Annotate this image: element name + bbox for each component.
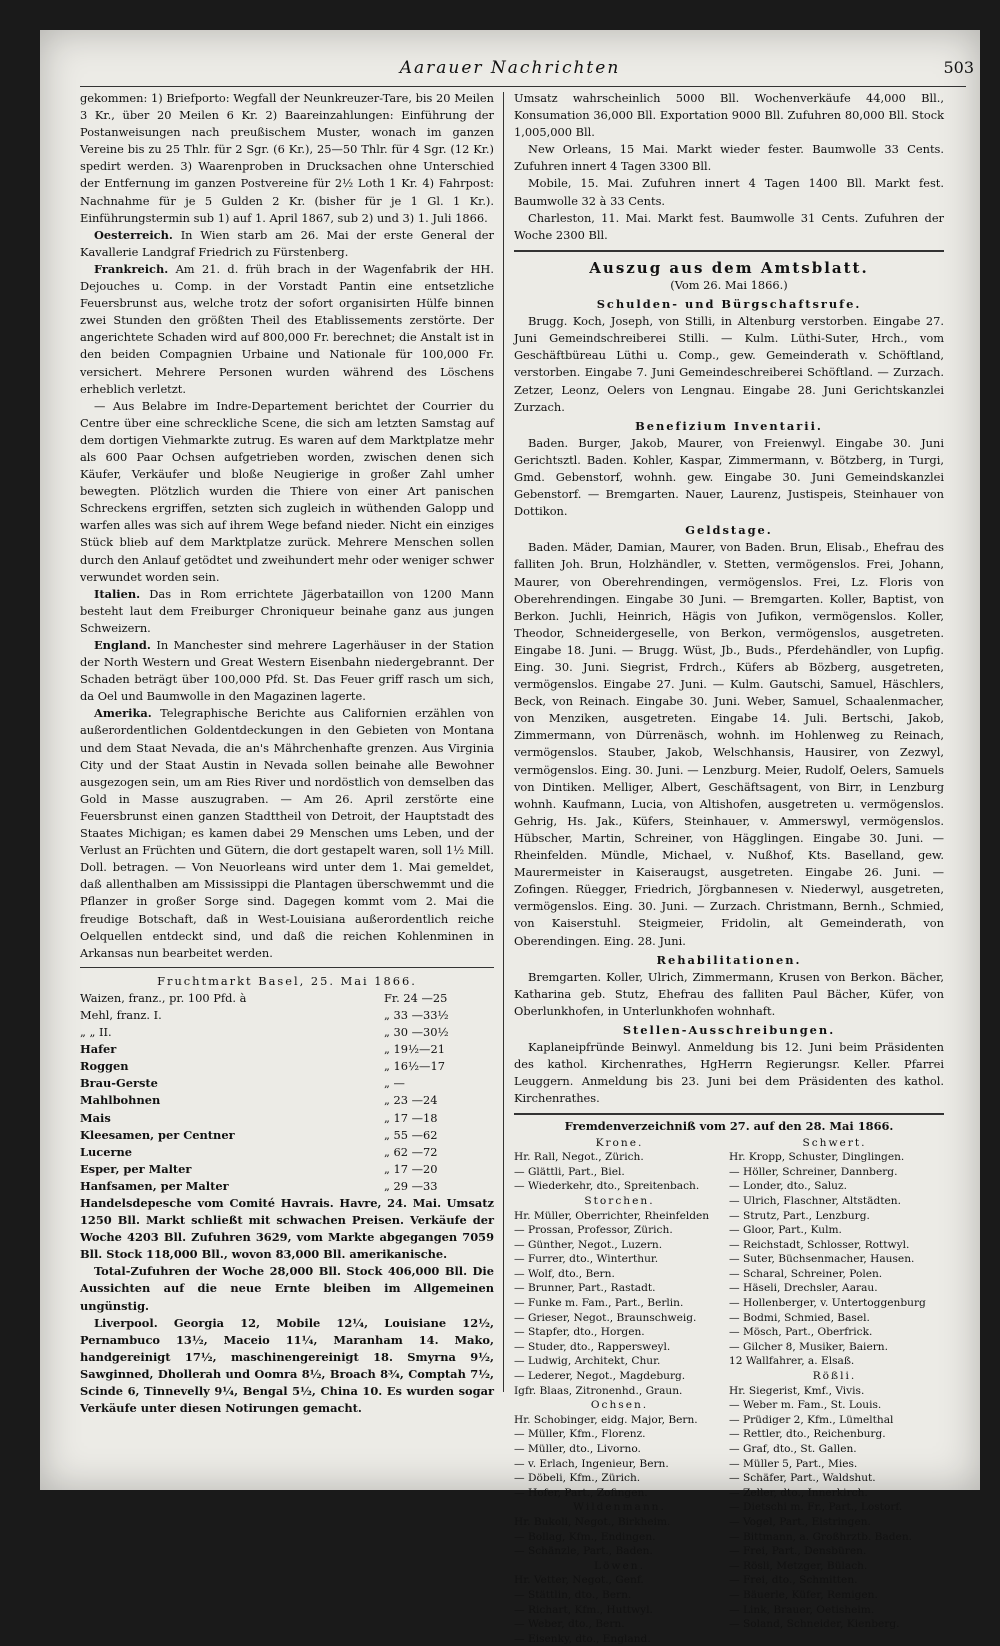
stellen-text: Kaplaneipfründe Beinwyl. Anmeldung bis 12. Juni beim Präsidenten des kathol. Kirchenrathes, HgHerrn Regierungsr. Keller. Pfarrei Leuggern. Anmeldung bis 23. Juni bei dem Präsidenten des kathol. Kirchenrathes. <box>514 1040 944 1106</box>
guest-entry: Hr. Schobinger, eidg. Major, Bern. <box>514 1413 698 1426</box>
belabre-article: — Aus Belabre im Indre-Departement berichtet der Courrier du Centre über eine schreckliche Scene, die sich am letzten Samstag auf dem dortigen Viehmarkte zutrug. Es waren auf dem Marktplatze mehr als 600 Paar Ochsen aufgetrieben worden, zwischen denen sich Käufer, Verkäufer und bloße Neugierige in großer Zahl umher bewegten. Plötzlich wurden die Thiere von einer Art panischen Schreckens ergriffen, setzten sich zugleich in wüthenden Galopp und warfen alles was sich auf ihrem Wege befand nieder. Nicht ein einziges Stück blieb auf dem Marktplatze zurück. Mehrere Menschen sollen durch den Anlauf getödtet und zweihundert mehr oder weniger schwer verwundet worden sein. <box>80 398 494 584</box>
price-value: Fr. 24 —25 <box>384 990 448 1005</box>
price-value: „ 55 —62 <box>384 1127 438 1142</box>
frankreich-article <box>80 261 494 398</box>
guest-entry: — Soland, Schneider, Kienberg. <box>729 1618 900 1631</box>
price-value: „ 29 —33 <box>384 1178 438 1193</box>
price-value: „ 33 —33½ <box>384 1007 449 1022</box>
price-row <box>80 1092 494 1109</box>
geldstage-text: Baden. Mäder, Damian, Maurer, von Baden. Brun, Elisab., Ehefrau des falliten Joh. Brun, Holzhändler, v. Stetten, vermögenslos. Frei, Johann, Maurer, von Oberehrendingen, vermögenslos. Frei, Lz. Floris von Oberehrendingen. Eingabe 30 Juni. — Bremgarten. Koller, Baptist, von Berkon. Juchli, Heinrich, Hägis von Jufikon, vermögenslos. Koller, Theodor, Schneidergeselle, von Berkon, vermögenslos, ausgetreten. Eingabe 18. Juni. — Brugg. Wüst, Jb., Buds., Pferdehändler, von Lupfig. Eing. 30. Juni. Siegrist, Frdrch., Küfers ab Bözberg, ausgetreten, vermögenslos. Eingabe 27. Juni. — Kulm. Gautschi, Samuel, Häschlers, Beck, von Reinach. Eingabe 30. Juni. Weber, Samuel, Schaalenmacher, von Menziken, ausgetreten. Eingabe 14. Juli. Bertschi, Jakob, Zimmermann, von Dürrenäsch, wohnh. im Hohlenweg zu Reinach, vermögenslos. Stauber, Jakob, Welschhansis, Hausirer, von Zezwyl, vermögenslos. Eing. 30. Juni. — Lenzburg. Meier, Rudolf, Oelers, Samuels von Dintiken. Melliger, Albert, Geschäftsagent, von Birr, in Lenzburg wohnh. Kaufmann, Lucia, von Altishofen, ausgetreten u. vermögenslos. Gehrig, Hs. Jak., Küfers, Steinhauer, v. Ammerswyl, vermögenslos. Hübscher, Martin, Schreiner, von Hägglingen. Eingabe 30. Juni. — Rheinfelden. Mündle, Michael, v. Nußhof, Kts. Baselland, gew. Maurermeister in Kaiseraugst, ausgetreten. Eingabe 26. Juni. — Zofingen. Rüegger, Friedrich, Jörgbannesen v. Niederwyl, ausgetreten, vermögenslos. Eing. 30. Juni. — Zurzach. Christmann, Bernh., Schmied, von Kaiserstuhl. Steigmeier, Fridolin, alt Gemeinderath, von Oberendingen. Eing. 28. Juni. <box>514 540 944 948</box>
havre-head: Handelsdepesche vom Comité Havrais. Havre, 24. Mai. <box>80 1196 442 1210</box>
price-row <box>80 1144 494 1161</box>
guest-entry: — Stättlin, dto., Bern. <box>514 1588 632 1601</box>
guest-entry: — Bäuerle, Küfer, Remigen. <box>729 1588 878 1601</box>
hotel-name: Rößli. <box>812 1370 857 1383</box>
italien-head: Italien. <box>94 586 141 601</box>
guest-entry: Hr. Rall, Negot., Zürich. <box>514 1151 644 1164</box>
page-number: 503 <box>943 58 974 77</box>
guest-entry: — Ulrich, Flaschner, Altstädten. <box>729 1194 901 1207</box>
price-label: Hafer <box>80 1042 117 1057</box>
mobile-report: Mobile, 15. Mai. Zufuhren innert 4 Tagen 1400 Bll. Markt fest. Baumwolle 32 à 33 Cents. <box>514 176 944 208</box>
guest-entry: — Frei, Part., Densbüren. <box>729 1545 867 1558</box>
italien-article <box>80 586 494 637</box>
hotel-name: Ochsen. <box>590 1399 649 1412</box>
right-column <box>514 90 944 1645</box>
guest-entry: — Bollag, Kfm., Endingen. <box>514 1530 656 1543</box>
guest-entry: — Gloor, Part., Kulm. <box>729 1224 842 1237</box>
guest-entry: — Grieser, Negot., Braunschweig. <box>514 1311 697 1324</box>
price-label: Mais <box>80 1110 111 1125</box>
guest-entry: — Ludwig, Architekt, Chur. <box>514 1355 661 1368</box>
hotel-name: Wildenmann. <box>573 1501 666 1514</box>
guest-entry: — Müller, Kfm., Florenz. <box>514 1428 646 1441</box>
price-label: Mehl, franz. I. <box>80 1007 162 1022</box>
guest-entry: — Schäfer, Part., Waldshut. <box>729 1472 876 1485</box>
price-row <box>80 1127 494 1144</box>
column-divider <box>503 92 504 1392</box>
guest-entry: — Dietschi m. Fr., Part., Lostorf. <box>729 1501 903 1514</box>
guest-entry: — Prossan, Professor, Zürich. <box>514 1224 673 1237</box>
price-label: Kleesamen, per Centner <box>80 1127 235 1142</box>
price-row <box>80 1041 494 1058</box>
guest-column-right <box>729 1136 944 1646</box>
price-table <box>80 990 494 1195</box>
price-row <box>80 1178 494 1195</box>
price-row <box>80 990 494 1007</box>
fremden-title: Fremdenverzeichniß vom 27. auf den 28. Mai 1866. <box>564 1119 894 1134</box>
price-label: Esper, per Malter <box>80 1161 192 1176</box>
price-label: Roggen <box>80 1059 129 1074</box>
newspaper-page <box>40 30 980 1645</box>
guest-entry: — Hofer, Part., Zofingen. <box>514 1486 648 1499</box>
price-value: „ 62 —72 <box>384 1144 438 1159</box>
section-rule <box>80 967 494 968</box>
guest-entry: — v. Erlach, Ingenieur, Bern. <box>514 1457 669 1470</box>
amerika-article <box>80 705 494 961</box>
price-value: „ 19½—21 <box>384 1042 445 1057</box>
guest-list <box>514 1136 944 1646</box>
neworleans-report: New Orleans, 15 Mai. Markt wieder fester. Baumwolle 33 Cents. Zufuhren innert 4 Tagen 3300 Bll. <box>514 142 944 174</box>
guest-entry: — Wiederkehr, dto., Spreitenbach. <box>514 1180 700 1193</box>
schulden-text: Brugg. Koch, Joseph, von Stilli, in Altenburg verstorben. Eingabe 27. Juni Gemeindschreiberei Stilli. — Kulm. Lüthi-Suter, Hrch., vom Geschäftbüreau Lüthi u. Comp., gew. Gemeinderath v. Schöftland, verstorben. Eingabe 7. Juni Gemeindeschreiberei Schöftland. — Zurzach. Zetzer, Leonz, Oelers von Lengnau. Eingabe 28. Juni Gerichtskanzlei Zurzach. <box>514 314 944 414</box>
guest-entry: — Richart, Kfm., Huttwyl. <box>514 1603 653 1616</box>
page-header: Aarauer Nachrichten <box>399 58 621 78</box>
guest-entry: — Strutz, Part., Lenzburg. <box>729 1209 870 1222</box>
guest-entry: — Wolf, dto., Bern. <box>514 1267 615 1280</box>
guest-entry: — Lederer, Negot., Magdeburg. <box>514 1370 686 1383</box>
total-article: Total-Zufuhren der Woche 28,000 Bll. Stock 406,000 Bll. Die Aussichten auf die neue Ernte bleiben im Allgemeinen ungünstig. <box>80 1264 494 1313</box>
guest-entry: — Hollenberger, v. Untertoggenburg <box>729 1297 926 1310</box>
guest-entry: — Müller 5, Part., Mies. <box>729 1457 858 1470</box>
frankreich-head: Frankreich. <box>94 261 169 276</box>
guest-entry: — Rösli, Metzger, Bülach. <box>729 1559 868 1572</box>
guest-entry: — Brunner, Part., Rastadt. <box>514 1282 656 1295</box>
guest-entry: — Rettler, dto., Reichenburg. <box>729 1428 886 1441</box>
guest-entry: — Mösch, Part., Oberfrick. <box>729 1326 873 1339</box>
schulden-head: Schulden- und Bürgschaftsrufe. <box>596 297 862 312</box>
guest-entry: — Müller, dto., Livorno. <box>514 1443 641 1455</box>
oesterreich-head: Oesterreich. <box>94 227 173 242</box>
england-text: In Manchester sind mehrere Lagerhäuser in der Station der North Western und Great Western Eisenbahn niedergebrannt. Der Schaden beträgt über 100,000 Pfd. St. Das Feuer griff rasch um sich, da Oel und Baumwolle in den Magazinen lagerte. <box>80 638 494 704</box>
oesterreich-article <box>80 227 494 261</box>
guest-entry: — Stapfer, dto., Horgen. <box>514 1326 645 1339</box>
havre-article <box>80 1195 494 1263</box>
geldstage-head: Geldstage. <box>685 523 773 538</box>
price-row <box>80 1007 494 1024</box>
guest-entry: — Schänzle, Part., Baden. <box>514 1545 653 1558</box>
guest-entry: — Frei, dto., Schmitten. <box>729 1574 858 1587</box>
price-row <box>80 1058 494 1075</box>
guest-entry: — Höller, Schreiner, Dannberg. <box>729 1165 898 1178</box>
guest-entry: — Weber, dto., Bern. <box>514 1618 625 1631</box>
england-article <box>80 637 494 705</box>
benefizium-text: Baden. Burger, Jakob, Maurer, von Freienwyl. Eingabe 30. Juni Gerichtsztl. Baden. Kohler, Kaspar, Zimmermann, v. Bötzberg, in Turgi, Gmd. Gebenstorf, wohnh. gew. Eingabe 30. Juni Gemeindskanzlei Gebenstorf. — Bremgarten. Nauer, Laurenz, Justispeis, Steinhauer von Dottikon. <box>514 435 944 519</box>
charleston-report: Charleston, 11. Mai. Markt fest. Baumwolle 31 Cents. Zufuhren der Woche 2300 Bll. <box>514 210 944 242</box>
guest-entry: — Döbeli, Kfm., Zürich. <box>514 1472 641 1485</box>
price-label: Hanfsamen, per Malter <box>80 1178 229 1193</box>
rehab-head: Rehabilitationen. <box>656 952 802 967</box>
price-row <box>80 1161 494 1178</box>
liverpool-article: Liverpool. Georgia 12, Mobile 12¼, Louisiane 12½, Pernambuco 13½, Maceio 11¼, Maranham 14. Mako, handgereinigt 17½, maschinengereinigt 18. Smyrna 9½, Sawginned, Dhollerah und Oomra 8½, Broach 8¾, Comptah 7½, Scinde 6, Tinnevelly 9¼, Bengal 5½, China 10. Es wurden sogar Verkäufe unter diesen Notirungen gemacht. <box>80 1315 494 1416</box>
guest-entry: — Häseli, Drechsler, Aarau. <box>729 1282 878 1295</box>
price-row <box>80 1110 494 1127</box>
guest-entry: — Suter, Büchsenmacher, Hausen. <box>729 1253 915 1266</box>
price-label: „ „ II. <box>80 1025 112 1040</box>
section-rule <box>514 250 944 252</box>
stellen-head: Stellen-Ausschreibungen. <box>622 1022 836 1037</box>
post-article: gekommen: 1) Briefporto: Wegfall der Neunkreuzer-Tare, bis 20 Meilen 3 Kr., über 20 Meilen 6 Kr. 2) Baareinzahlungen: Einführung der Postanweisungen nach preußischem Muster, wonach im ganzen Vereine bis zu 25 Thlr. für 2 Sgr. (6 Kr.), 25—50 Thlr. für 4 Sgr. (12 Kr.) spedirt werden. 3) Waarenproben in Drucksachen ohne Unterschied der Entfernung im ganzen Postvereine für 2½ Loth 1 Kr. 4) Fahrpost: Nachnahme für je 5 Gulden 2 Kr. (bisher für je 1 Gl. 1 Kr.). Einführungstermin sub 1) auf 1. April 1867, sub 2) und 3) 1. Juli 1866. <box>80 91 494 225</box>
guest-entry: Hr. Müller, Oberrichter, Rheinfelden <box>514 1209 710 1222</box>
guest-entry: — Günther, Negot., Luzern. <box>514 1238 663 1251</box>
guest-entry: — Bittmann, a. Großhrztb. Baden. <box>729 1530 913 1543</box>
guest-entry: — Bodmi, Schmied, Basel. <box>729 1311 870 1324</box>
guest-entry: — Scharal, Schreiner, Polen. <box>729 1267 883 1280</box>
guest-entry: Igfr. Blaas, Zitronenhd., Graun. <box>514 1384 683 1397</box>
hotel-name: Löwen. <box>594 1559 645 1572</box>
havre-text: Umsatz 1250 Bll. Markt schließt mit schwachen Preisen. Verkäufe der Woche 4203 Bll. Zufuhren 3629, vom Markte abgegangen 7059 Bll. Stock 118,000 Bll., wovon 83,000 Bll. amerikanische. <box>80 1196 494 1262</box>
rehab-text: Bremgarten. Koller, Ulrich, Zimmermann, Krusen von Berkon. Bächer, Katharina geb. Stutz, Ehefrau des falliten Paul Bächer, Küfer, von Oberlunkhofen, in Unterlunkhofen wohnhaft. <box>514 969 944 1018</box>
guest-entry: — Gilcher 8, Musiker, Baiern. <box>729 1340 888 1353</box>
guest-entry: — Eisenky, dto., England. <box>514 1632 651 1645</box>
guest-entry: — Prüdiger 2, Kfm., Lümelthal <box>729 1413 894 1426</box>
amerika-head: Amerika. <box>94 706 152 721</box>
guest-entry: — Weber m. Fam., St. Louis. <box>729 1399 882 1412</box>
price-value: „ 17 —20 <box>384 1161 438 1176</box>
england-head: England. <box>94 638 151 652</box>
fruchtmarkt-title: Fruchtmarkt Basel, 25. Mai 1866. <box>157 973 417 988</box>
guest-entry: — Graf, dto., St. Gallen. <box>729 1443 857 1455</box>
frankreich-text: Am 21. d. früh brach in der Wagenfabrik der HH. Dejouches u. Comp. in der Vorstadt Pantin eine entsetzliche Feuersbrunst aus, welche trotz der sofort organisirten Hülfe binnen zwei Stunden den größten Theil des Etablissements zerstörte. Der angerichtete Schaden wird auf 800,000 Fr. berechnet; die Anstalt ist in den beiden Compagnien Urbaine und Nationale für 100,000 Fr. versichert. Mehrere Personen wurden während des Löschens erheblich verletzt. <box>80 261 494 396</box>
guest-entry: — Londer, dto., Saluz. <box>729 1180 847 1193</box>
price-value: „ 16½—17 <box>384 1059 445 1074</box>
guest-entry: — Link, Brauer, Oetisheim. <box>729 1603 875 1616</box>
oesterreich-text: In Wien starb am 26. Mai der erste General der Kavallerie Landgraf Friedrich zu Fürstenberg. <box>80 227 494 259</box>
guest-entry: Hr. Vetter, Negot., Genf. <box>514 1574 644 1587</box>
price-value: „ 17 —18 <box>384 1110 438 1125</box>
benefizium-head: Benefizium Inventarii. <box>635 418 823 433</box>
hotel-name: Krone. <box>595 1136 644 1149</box>
price-value: „ — <box>384 1076 405 1091</box>
guest-entry: — Vogel, Part., Eistringen. <box>729 1515 871 1528</box>
price-value: „ 23 —24 <box>384 1093 438 1108</box>
hotel-name: Schwert. <box>802 1136 867 1149</box>
left-column <box>80 90 495 1416</box>
price-row <box>80 1075 494 1092</box>
guest-entry: — Reichstadt, Schlosser, Rottwyl. <box>729 1238 910 1251</box>
guest-entry: 12 Wallfahrer, a. Elsaß. <box>729 1355 855 1368</box>
price-label: Waizen, franz., pr. 100 Pfd. à <box>80 990 247 1005</box>
amerika-text: Telegraphische Berichte aus Californien erzählen von außerordentlichen Goldentdeckungen in den Gebieten von Montana und dem Staat Nevada, die an's Mährchenhafte grenzen. Aus Virginia City und der Staat Austin in Nevada sollen beinahe alle Bewohner ausgezogen sein, um am Ries River und nordöstlich von demselben das Gold in Masse auszugraben. — Am 26. April zerstörte eine Feuersbrunst einen ganzen Stadttheil von Detroit, der Hauptstadt des Staates Michigan; es kamen dabei 29 Menschen ums Leben, und der Verlust an Früchten und Gütern, die dort gestapelt waren, soll 1½ Mill. Doll. betragen. — Von Neuorleans wird unter dem 1. Mai gemeldet, daß allenthalben am Mississippi die Plantagen überschwemmt und die Pflanzer in großer Sorge sind. Dagegen kommt vom 2. Mai die freudige Botschaft, daß in West-Louisiana außerordentlich reiche Oelquellen entdeckt sind, und daß die reichen Kohlenminen in Arkansas nun bearbeitet werden. <box>80 706 495 960</box>
guest-column-left <box>514 1136 729 1646</box>
guest-entry: — Studer, dto., Rappersweyl. <box>514 1340 671 1353</box>
price-label: Mahlbohnen <box>80 1093 161 1108</box>
guest-entry: — Glättli, Part., Biel. <box>514 1165 625 1178</box>
guest-entry: Hr. Siegerist, Kmf., Vivis. <box>729 1384 865 1397</box>
guest-entry: — Funke m. Fam., Part., Berlin. <box>514 1297 684 1310</box>
section-rule <box>514 1113 944 1115</box>
price-value: „ 30 —30½ <box>384 1025 449 1040</box>
amtsblatt-title: Auszug aus dem Amtsblatt. <box>589 258 869 277</box>
italien-text: Das in Rom errichtete Jägerbataillon von 1200 Mann besteht laut dem Freiburger Chroniqueur beinahe ganz aus jungen Schweizern. <box>80 586 494 635</box>
amtsblatt-date: (Vom 26. Mai 1866.) <box>670 277 788 292</box>
price-row <box>80 1024 494 1041</box>
guest-entry: — Furrer, dto., Winterthur. <box>514 1253 659 1266</box>
price-label: Lucerne <box>80 1144 133 1159</box>
header-rule <box>80 86 966 87</box>
cotton-top: Umsatz wahrscheinlich 5000 Bll. Wochenverkäufe 44,000 Bll., Konsumation 36,000 Bll. Exportation 9000 Bll. Zufuhren 80,000 Bll. Stock 1,005,000 Bll. <box>514 91 944 140</box>
price-label: Brau-Gerste <box>80 1076 158 1091</box>
guest-entry: Hr. Bukoli, Negot., Birkheim. <box>514 1515 671 1528</box>
hotel-name: Storchen. <box>584 1194 655 1207</box>
guest-entry: Hr. Kropp, Schuster, Dinglingen. <box>729 1151 905 1164</box>
guest-entry: — Zeller, dto., Innerkirch. <box>729 1486 868 1499</box>
